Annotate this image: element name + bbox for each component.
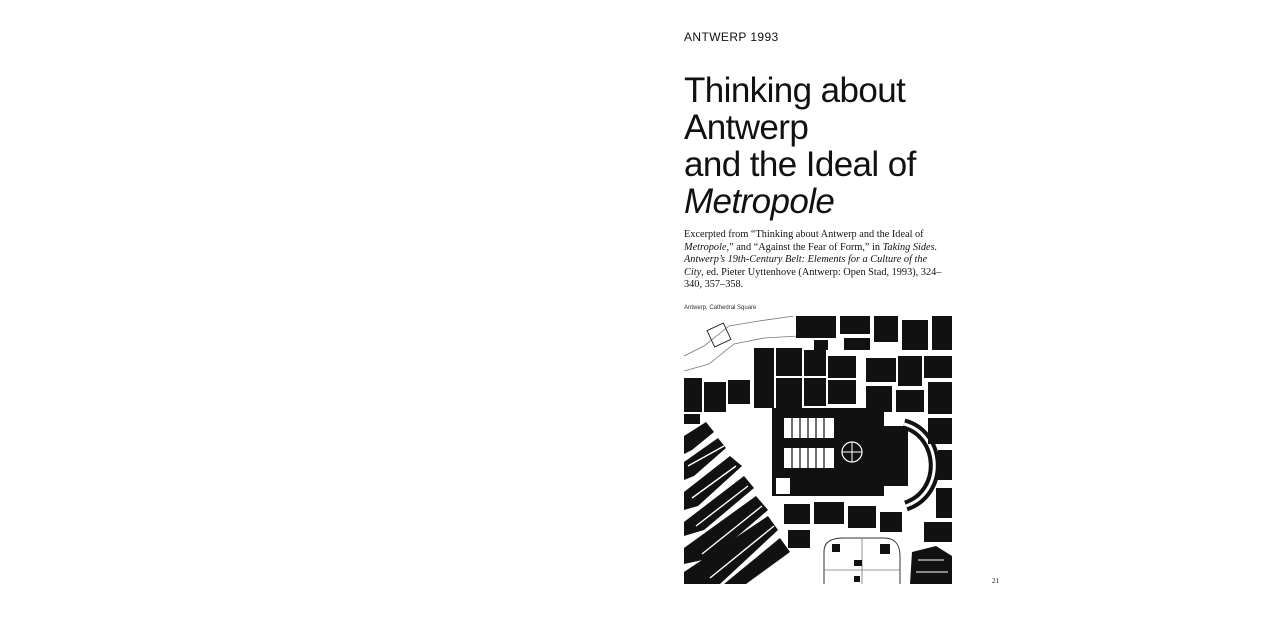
map-caption: Antwerp, Cathedral Square (684, 305, 757, 311)
title-line-4: Metropole (684, 182, 835, 221)
page-number: 21 (992, 577, 999, 585)
source-note-text-2: ,” and “Against the Fear of Form,” in (726, 241, 883, 253)
source-note-text-1: Excerpted from “Thinking about Antwerp and the Ideal of (684, 229, 924, 240)
source-note-italic-2: Taking Sides. Antwerp’s 19th-Century Belt: Elements for a Culture of the City (684, 241, 938, 278)
title-line-2: Antwerp (684, 108, 809, 147)
source-note (684, 229, 946, 292)
source-note-text-3: , ed. Pieter Uyttenhove (Antwerp: Open Stad, 1993), 324–340, 357–358. (684, 266, 942, 291)
title-line-3: and the Ideal of (684, 145, 916, 184)
source-note-italic-1: Metropole (684, 241, 727, 253)
figure-ground-map (684, 316, 952, 584)
map-image (684, 316, 952, 584)
section-kicker: ANTWERP 1993 (684, 30, 779, 44)
title-line-1: Thinking about (684, 71, 906, 110)
essay-title (684, 72, 916, 220)
book-page (640, 0, 1280, 640)
